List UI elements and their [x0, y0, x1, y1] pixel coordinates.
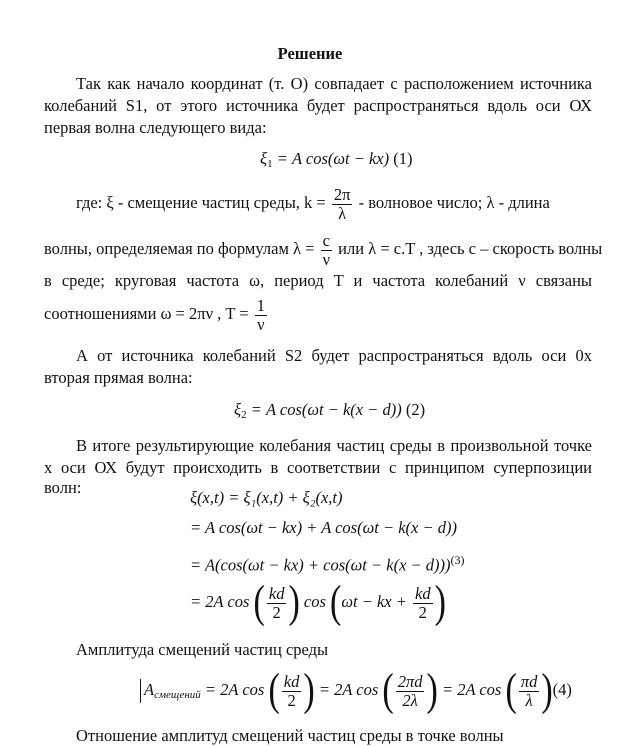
eq4-a: = 2A cos [204, 680, 265, 699]
p5-line1: Амплитуда смещений частиц среды [76, 640, 329, 659]
paren-close-icon: ) [303, 665, 315, 716]
eq2-lhs: ξ [234, 400, 242, 419]
eq3-row4-c: ωt − kx + [341, 592, 407, 611]
p1-line1: Так как начало координат (т. О) совпадает с расположением источника [76, 74, 592, 93]
eq3-row4 [190, 577, 446, 628]
p3-line2: вторая прямая волна: [44, 368, 193, 387]
paren-close-icon: ) [541, 665, 553, 716]
eq3-frac1-den: 2 [272, 602, 281, 622]
eq3-number: (3) [450, 553, 465, 567]
eq4-frac2-num: 2πd [397, 671, 423, 691]
equation-2 [234, 400, 425, 425]
fraction-k [332, 186, 353, 223]
eq4-frac1-num: kd [283, 671, 300, 691]
p1-line3: первая волна следующего вида: [44, 118, 267, 137]
fraction-t-num: 1 [256, 295, 265, 315]
eq4-lhs-sub: смещений [154, 689, 201, 701]
paren-open-icon: ( [253, 577, 265, 628]
p1-line2: колебаний S1, от этого источника будет распространяться вдоль оси ОХ [44, 96, 592, 115]
p2-line1-a: где: ξ - смещение частиц среды, k = [76, 193, 326, 212]
paren-open-icon: ( [330, 577, 342, 628]
eq3-frac2-num: kd [415, 583, 431, 603]
p2-line3: в среде; круговая частота ω, период T и частота колебаний ν связаны [44, 271, 592, 290]
eq3-row4-b: cos [303, 592, 326, 611]
eq1-lhs: ξ [260, 149, 268, 168]
paren-open-icon: ( [268, 665, 280, 716]
eq4-frac1-den: 2 [287, 690, 296, 710]
paren-open-icon: ( [505, 665, 517, 716]
p4-line1: В итоге результирующие колебания частиц среды в произвольной точке [76, 436, 592, 455]
paren-close-icon: ) [288, 577, 300, 628]
eq2-number: (2) [405, 400, 426, 419]
eq4-b: = 2A cos [318, 680, 379, 699]
equation-4 [140, 665, 572, 716]
eq4-frac2-den: 2λ [402, 690, 418, 710]
eq3-frac1-num: kd [268, 583, 285, 603]
fraction-t-den: ν [257, 314, 265, 334]
fraction-lambda-num: c [322, 230, 330, 250]
eq1-number: (1) [393, 149, 413, 168]
equation-1 [260, 149, 413, 174]
eq4-frac1 [282, 673, 302, 710]
p6-line1: Отношение амплитуд смещений частиц среды в точке волны [76, 726, 504, 745]
fraction-k-num: 2π [333, 184, 351, 204]
eq1-rhs: = A cos(ωt − kx) [276, 149, 390, 168]
eq2-sub: 2 [241, 409, 247, 421]
fraction-k-den: λ [338, 203, 347, 223]
p2-line2-b: или λ = c.T , здесь с – скорость волны [338, 239, 603, 258]
eq3-frac2 [413, 585, 433, 622]
eq4-lhs: A [144, 680, 155, 699]
abs-bar-icon [140, 679, 141, 703]
eq3-frac2-den: 2 [418, 602, 427, 622]
heading: Решение [277, 44, 343, 63]
p2-line4 [44, 294, 269, 334]
paren-open-icon: ( [382, 665, 394, 716]
eq1-sub: 1 [267, 158, 273, 170]
p2-line2-a: волны, определяемая по формулам λ = [44, 239, 315, 258]
eq4-c: = 2A cos [441, 680, 502, 699]
p2-line4-a: соотношениями ω = 2πν , T = [44, 304, 249, 323]
p4-line2: х оси ОХ будут происходить в соответствии с принципом суперпозиции волн: [44, 458, 592, 497]
eq2-rhs: = A cos(ωt − k(x − d)) [250, 400, 402, 419]
fraction-lambda-den: ν [322, 249, 331, 269]
eq4-frac2 [396, 673, 425, 710]
fraction-lambda [321, 232, 332, 269]
fraction-t [255, 297, 267, 334]
paren-close-icon: ) [426, 665, 438, 716]
eq4-frac3-den: λ [525, 690, 533, 710]
eq3-row1 [190, 488, 343, 508]
eq4-number: (4) [552, 680, 572, 699]
p3-line1: А от источника колебаний S2 будет распространяться вдоль оси 0х [76, 346, 592, 365]
eq3-row1-text: ξ(x,t) = ξ₁(x,t) + ξ₂(x,t) [190, 488, 343, 507]
eq3-row4-a: = 2A cos [190, 592, 250, 611]
eq3-row3 [190, 550, 465, 576]
eq4-frac3-num: πd [520, 671, 538, 691]
p2-line1-b: - волновое число; λ - длина [358, 193, 550, 212]
eq3-frac1 [267, 585, 287, 622]
eq3-row2 [190, 518, 457, 538]
eq3-row2-text: = A cos(ωt − kx) + A cos(ωt − k(x − d)) [190, 518, 457, 537]
p2-line1 [76, 183, 550, 223]
eq4-frac3 [519, 673, 540, 710]
p2-line2 [44, 229, 602, 269]
paren-close-icon: ) [434, 577, 446, 628]
eq3-row3-text: = A(cos(ωt − kx) + cos(ωt − k(x − d))) [190, 555, 451, 575]
